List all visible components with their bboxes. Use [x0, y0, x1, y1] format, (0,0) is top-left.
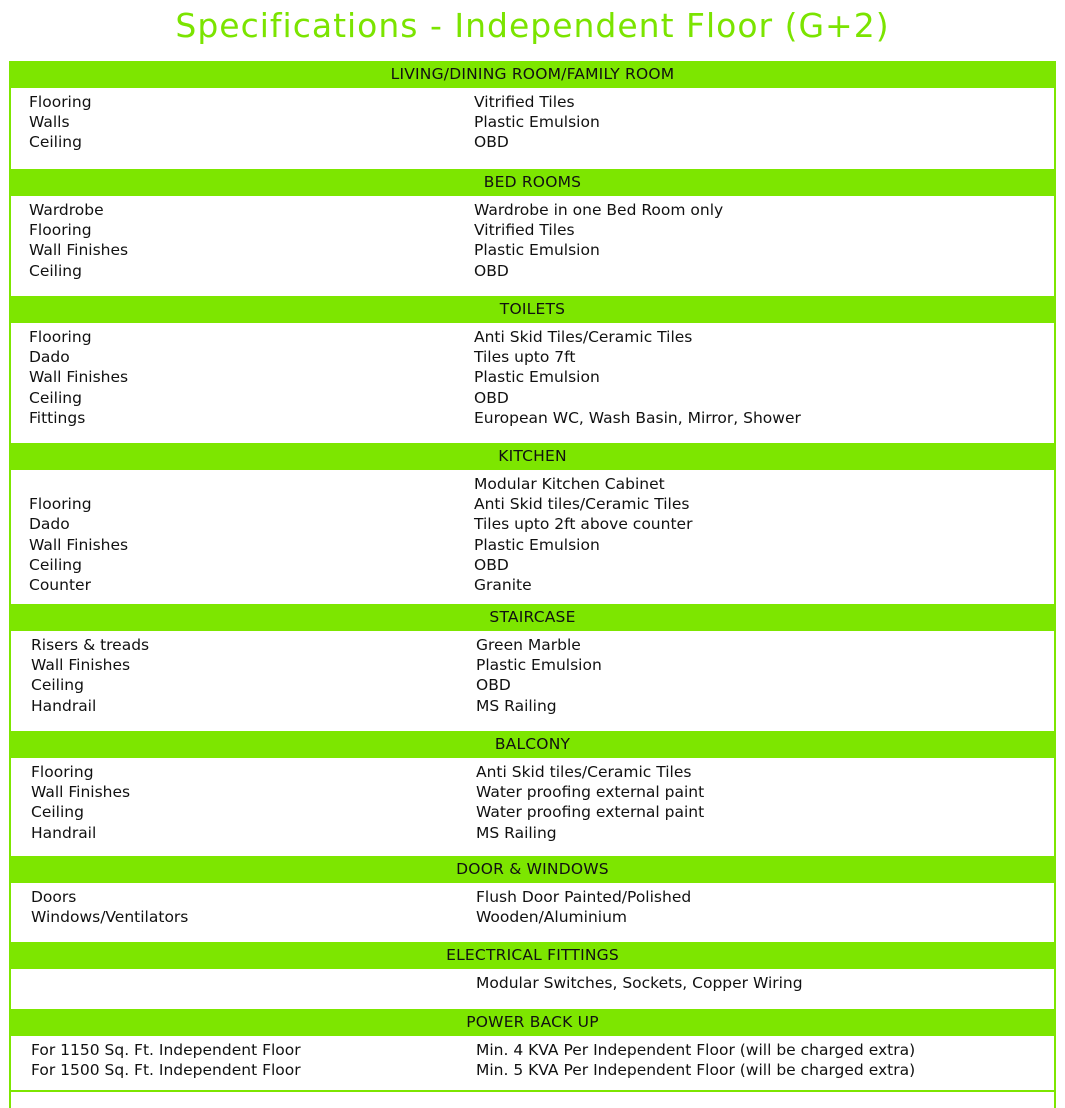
spec-value: Vitrified Tiles: [474, 221, 575, 240]
spec-label: Wall Finishes: [31, 783, 131, 802]
spec-row: [11, 220, 1054, 240]
spec-row: [11, 696, 1054, 716]
spec-value: Tiles upto 2ft above counter: [474, 515, 693, 534]
spec-row: [11, 132, 1054, 152]
section-body: [9, 196, 1056, 297]
section-body: [9, 758, 1056, 856]
spec-row: [11, 555, 1054, 575]
spec-label: Windows/Ventilators: [31, 908, 189, 927]
spec-label: Ceiling: [29, 261, 82, 280]
spec-label: Wall Finishes: [29, 241, 129, 260]
spec-label: Wardrobe: [29, 201, 104, 219]
spec-value: OBD: [474, 133, 509, 152]
spec-row: [11, 655, 1054, 675]
spec-value: OBD: [474, 388, 509, 407]
spec-label: Dado: [29, 348, 70, 367]
spec-row: [11, 514, 1054, 534]
spec-section: [9, 1009, 1056, 1108]
spec-row: [11, 474, 1054, 494]
spec-row: [11, 823, 1054, 843]
spec-label: For 1150 Sq. Ft. Independent Floor: [31, 1041, 301, 1059]
spec-section: [9, 731, 1056, 856]
spec-value: Wooden/Aluminium: [476, 908, 627, 927]
spec-section: [9, 443, 1056, 605]
spec-value: Plastic Emulsion: [474, 241, 600, 260]
spec-section: [9, 296, 1056, 443]
spec-label: Wall Finishes: [29, 535, 129, 554]
spec-row: [11, 575, 1054, 595]
spec-label: Flooring: [29, 495, 92, 514]
spec-value: Green Marble: [476, 636, 581, 654]
spec-row: [11, 347, 1054, 367]
spec-label: Walls: [29, 113, 70, 132]
section-heading: POWER BACK UP: [9, 1009, 1056, 1036]
spec-label: Ceiling: [29, 555, 82, 574]
spec-row: [11, 388, 1054, 408]
spec-value: European WC, Wash Basin, Mirror, Shower: [474, 408, 801, 427]
spec-row: [11, 92, 1054, 112]
spec-row: [11, 887, 1054, 907]
spec-label: Ceiling: [29, 133, 82, 152]
section-body: [9, 631, 1056, 731]
spec-section: [9, 856, 1056, 942]
section-heading: LIVING/DINING ROOM/FAMILY ROOM: [9, 61, 1056, 88]
spec-label: Risers & treads: [31, 636, 150, 654]
spec-label: Ceiling: [29, 388, 82, 407]
spec-value: Plastic Emulsion: [474, 535, 600, 554]
spec-value: Plastic Emulsion: [474, 368, 600, 387]
spec-value: Anti Skid Tiles/Ceramic Tiles: [474, 328, 693, 346]
section-heading: DOOR & WINDOWS: [9, 856, 1056, 883]
spec-value: Anti Skid tiles/Ceramic Tiles: [474, 495, 690, 514]
spec-row: [11, 261, 1054, 281]
spec-row: [11, 327, 1054, 347]
spec-row: [11, 367, 1054, 387]
spec-value: Min. 5 KVA Per Independent Floor (will be charged extra): [476, 1061, 916, 1080]
table-bottom-border: [9, 1090, 1056, 1092]
spec-row: [11, 973, 1054, 993]
spec-row: [11, 494, 1054, 514]
section-heading: TOILETS: [9, 296, 1056, 323]
spec-value: Water proofing external paint: [476, 783, 705, 802]
section-heading: STAIRCASE: [9, 604, 1056, 631]
spec-row: [11, 408, 1054, 428]
spec-row: [11, 240, 1054, 260]
spec-value: Granite: [474, 575, 532, 594]
spec-label: Ceiling: [31, 676, 84, 695]
spec-label: Doors: [31, 888, 77, 906]
spec-row: [11, 762, 1054, 782]
spec-value: Vitrified Tiles: [474, 93, 575, 111]
spec-value: Tiles upto 7ft: [474, 348, 576, 367]
spec-value: OBD: [476, 676, 511, 695]
spec-value: Flush Door Painted/Polished: [476, 888, 692, 906]
spec-label: Flooring: [29, 328, 92, 346]
section-body: [9, 883, 1056, 942]
spec-row: [11, 635, 1054, 655]
spec-label: Counter: [29, 575, 91, 594]
spec-value: Plastic Emulsion: [476, 656, 602, 675]
spec-value: OBD: [474, 555, 509, 574]
spec-row: [11, 112, 1054, 132]
section-heading: BALCONY: [9, 731, 1056, 758]
spec-row: [11, 535, 1054, 555]
spec-section: [9, 61, 1056, 169]
spec-value: MS Railing: [476, 696, 557, 715]
spec-section: [9, 604, 1056, 731]
spec-value: Anti Skid tiles/Ceramic Tiles: [476, 763, 692, 781]
spec-row: [11, 200, 1054, 220]
section-body: [9, 88, 1056, 169]
spec-label: Wall Finishes: [29, 368, 129, 387]
spec-label: Wall Finishes: [31, 656, 131, 675]
spec-value: Modular Switches, Sockets, Copper Wiring: [476, 974, 803, 992]
section-body: [9, 1036, 1056, 1108]
spec-label: Dado: [29, 515, 70, 534]
spec-row: [11, 782, 1054, 802]
spec-label: Handrail: [31, 696, 97, 715]
spec-value: Plastic Emulsion: [474, 113, 600, 132]
spec-row: [11, 1060, 1054, 1080]
spec-row: [11, 1040, 1054, 1060]
spec-label: Ceiling: [31, 803, 84, 822]
spec-label: For 1500 Sq. Ft. Independent Floor: [31, 1061, 301, 1080]
spec-section: [9, 942, 1056, 1009]
page-title: Specifications - Independent Floor (G+2): [175, 6, 890, 45]
spec-label: Flooring: [29, 93, 92, 111]
spec-value: Modular Kitchen Cabinet: [474, 475, 665, 493]
spec-value: MS Railing: [476, 823, 557, 842]
section-body: [9, 323, 1056, 443]
spec-row: [11, 802, 1054, 822]
spec-value: Water proofing external paint: [476, 803, 705, 822]
section-heading: ELECTRICAL FITTINGS: [9, 942, 1056, 969]
spec-section: [9, 169, 1056, 297]
section-heading: BED ROOMS: [9, 169, 1056, 196]
section-heading: KITCHEN: [9, 443, 1056, 470]
spec-label: Flooring: [29, 221, 92, 240]
spec-label: Flooring: [31, 763, 94, 781]
spec-row: [11, 907, 1054, 927]
spec-row: [11, 675, 1054, 695]
spec-value: OBD: [474, 261, 509, 280]
section-body: [9, 470, 1056, 605]
section-body: [9, 969, 1056, 1009]
spec-value: Wardrobe in one Bed Room only: [474, 201, 724, 219]
spec-label: Fittings: [29, 408, 86, 427]
spec-value: Min. 4 KVA Per Independent Floor (will be charged extra): [476, 1041, 916, 1059]
spec-label: Handrail: [31, 823, 97, 842]
